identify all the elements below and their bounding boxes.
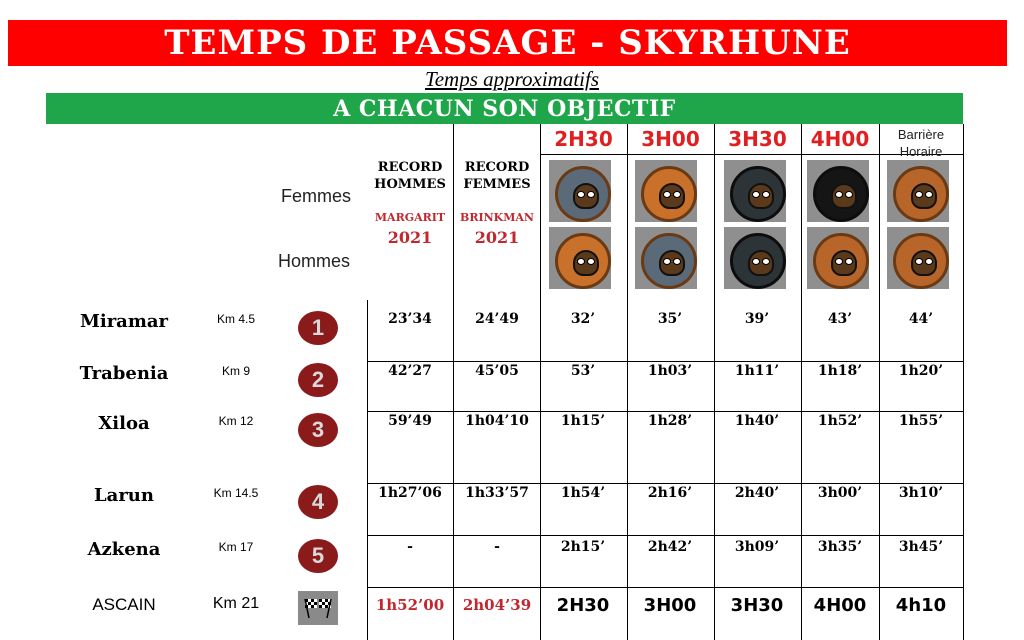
objective-time: 3h00’ <box>817 485 863 501</box>
record-men-holder: MARGARIT <box>374 211 446 224</box>
record-women-year: 2021 <box>474 228 520 247</box>
horse-face-icon <box>748 183 774 209</box>
objective-time: 32’ <box>570 311 596 327</box>
horse-face-icon <box>911 250 937 276</box>
place-name: ASCAIN <box>92 595 156 614</box>
place-name: Larun <box>94 485 154 506</box>
record-women-line1: RECORD <box>464 160 530 175</box>
barriere-time: 1h55’ <box>898 413 944 429</box>
horse-face-icon <box>748 250 774 276</box>
horse-face-icon <box>659 183 685 209</box>
objective-2h30: 2H30 <box>554 127 613 151</box>
horse-head-icon <box>730 233 786 289</box>
subtitle: Temps approximatifs <box>424 67 600 91</box>
objective-time: 1h28’ <box>647 413 693 429</box>
barriere-time: 1h20’ <box>898 363 944 379</box>
objective-time: 1h15’ <box>560 413 606 429</box>
table-divider <box>627 124 628 640</box>
km-marker: Km 4.5 <box>216 312 255 326</box>
record-men-time: 23’34 <box>388 311 432 327</box>
barriere-time: 44’ <box>908 311 934 327</box>
eye-icon <box>845 258 853 265</box>
eye-icon <box>577 191 585 198</box>
objective-time: 2h15’ <box>560 539 606 555</box>
objective-time: 39’ <box>744 311 770 327</box>
km-marker: Km 9 <box>221 364 250 378</box>
objective-4h00: 4H00 <box>810 127 870 151</box>
record-women-time: - <box>494 539 500 555</box>
title-banner <box>8 20 1007 66</box>
eye-icon <box>673 258 681 265</box>
table-divider <box>367 361 963 362</box>
medal-women-or-icon <box>635 160 697 222</box>
objective-time: 1h11’ <box>734 363 780 379</box>
horse-face-icon <box>831 250 857 276</box>
record-women-time: 1h04’10 <box>465 413 529 429</box>
horse-head-icon <box>813 233 869 289</box>
checkpoint-number-badge: 4 <box>298 485 338 519</box>
medal-women-bronze-icon <box>724 160 786 222</box>
objective-3h00: 3H00 <box>641 127 700 151</box>
record-women-holder: BRINKMAN <box>460 211 534 224</box>
objective-time: 1h18’ <box>817 363 863 379</box>
table-divider <box>367 535 963 536</box>
barriere-header <box>879 126 963 160</box>
objective-time: 2h16’ <box>647 485 693 501</box>
table-divider <box>367 587 963 588</box>
km-marker: Km 17 <box>218 540 254 554</box>
eye-icon <box>762 191 770 198</box>
medal-women-argent-icon <box>549 160 611 222</box>
barriere-time: 3h10’ <box>898 485 944 501</box>
horse-head-icon <box>641 233 697 289</box>
women-label: Femmes <box>281 186 352 206</box>
record-women-header <box>454 159 540 193</box>
table-divider <box>963 124 964 640</box>
eye-icon <box>587 191 595 198</box>
record-men-line1: RECORD <box>377 160 443 175</box>
place-name: Xiloa <box>98 413 150 434</box>
eye-icon <box>663 258 671 265</box>
table-divider <box>540 124 541 640</box>
record-women-time: 1h33’57 <box>465 485 529 501</box>
record-men-header <box>367 159 453 193</box>
table-divider <box>453 124 454 640</box>
km-marker: Km 12 <box>218 414 254 428</box>
eye-icon <box>925 191 933 198</box>
table-divider <box>367 411 963 412</box>
medal-women-diamant-icon <box>807 160 869 222</box>
objective-time: 3h35’ <box>817 539 863 555</box>
place-name: Trabenia <box>79 363 169 384</box>
place-name: Miramar <box>79 311 169 332</box>
table-divider <box>367 300 368 640</box>
table-divider <box>367 483 963 484</box>
eye-icon <box>915 191 923 198</box>
km-marker: Km 21 <box>212 595 260 612</box>
medal-women-carbone-icon <box>887 160 949 222</box>
objective-time: 1h40’ <box>734 413 780 429</box>
eye-icon <box>762 258 770 265</box>
objective-time: 1h54’ <box>560 485 606 501</box>
place-name: Azkena <box>87 539 161 560</box>
horse-face-icon <box>573 250 599 276</box>
record-men-line2: HOMMES <box>374 177 446 192</box>
objective-time: 3h09’ <box>734 539 780 555</box>
barriere-time: 3h45’ <box>898 539 944 555</box>
objective-time: 35’ <box>657 311 683 327</box>
horse-head-icon <box>893 233 949 289</box>
eye-icon <box>673 191 681 198</box>
record-women-line2: FEMMES <box>463 177 531 192</box>
checkpoint-number-badge: 1 <box>298 311 338 345</box>
page-title: TEMPS DE PASSAGE - SKYRHUNE <box>164 23 851 63</box>
objective-time: 3H00 <box>643 595 697 616</box>
objective-time: 53’ <box>570 363 596 379</box>
flag-glyph-icon <box>303 596 333 620</box>
objective-time: 3H30 <box>730 595 784 616</box>
horse-face-icon <box>831 183 857 209</box>
horse-face-icon <box>573 183 599 209</box>
eye-icon <box>752 191 760 198</box>
record-women-time: 45’05 <box>475 363 519 379</box>
horse-face-icon <box>659 250 685 276</box>
record-men-time: 59’49 <box>388 413 432 429</box>
objective-3h30: 3H30 <box>728 127 787 151</box>
record-men-time: - <box>407 539 413 555</box>
table-divider <box>801 124 802 640</box>
record-men-year: 2021 <box>387 228 433 247</box>
barriere-line2: Horaire <box>899 144 943 159</box>
medal-men-bronze-icon <box>724 227 786 289</box>
checkered-flag-icon <box>298 591 338 625</box>
medal-men-carbone-icon <box>807 227 869 289</box>
objective-banner-text: A CHACUN SON OBJECTIF <box>333 95 676 122</box>
eye-icon <box>835 191 843 198</box>
barriere-time: 4h10 <box>895 595 947 616</box>
horse-head-icon <box>893 166 949 222</box>
medal-men-or-icon <box>549 227 611 289</box>
eye-icon <box>925 258 933 265</box>
objective-time: 2H30 <box>556 595 610 616</box>
checkpoint-number-badge: 5 <box>298 539 338 573</box>
horse-head-icon <box>555 166 611 222</box>
eye-icon <box>577 258 585 265</box>
eye-icon <box>845 191 853 198</box>
objective-time: 4H00 <box>813 595 867 616</box>
eye-icon <box>915 258 923 265</box>
record-men-time: 1h52’00 <box>375 596 445 614</box>
medal-men-argent-icon <box>635 227 697 289</box>
table-divider <box>714 124 715 640</box>
table-divider <box>879 124 880 640</box>
record-women-time: 24’49 <box>475 311 519 327</box>
horse-head-icon <box>813 166 869 222</box>
eye-icon <box>835 258 843 265</box>
eye-icon <box>587 258 595 265</box>
horse-head-icon <box>730 166 786 222</box>
record-women-time: 2h04’39 <box>462 596 532 614</box>
men-label: Hommes <box>278 251 351 271</box>
eye-icon <box>663 191 671 198</box>
horse-head-icon <box>641 166 697 222</box>
checkpoint-number-badge: 2 <box>298 363 338 397</box>
medal-men-carbone-icon <box>887 227 949 289</box>
record-men-time: 42’27 <box>388 363 432 379</box>
barriere-line1: Barrière <box>897 127 945 142</box>
objective-time: 1h03’ <box>647 363 693 379</box>
objective-time: 43’ <box>827 311 853 327</box>
objective-banner <box>46 93 963 124</box>
checkpoint-number-badge: 3 <box>298 413 338 447</box>
objective-time: 2h40’ <box>734 485 780 501</box>
km-marker: Km 14.5 <box>213 486 259 500</box>
record-men-time: 1h27’06 <box>378 485 442 501</box>
horse-head-icon <box>555 233 611 289</box>
horse-face-icon <box>911 183 937 209</box>
eye-icon <box>752 258 760 265</box>
objective-time: 1h52’ <box>817 413 863 429</box>
objective-time: 2h42’ <box>647 539 693 555</box>
